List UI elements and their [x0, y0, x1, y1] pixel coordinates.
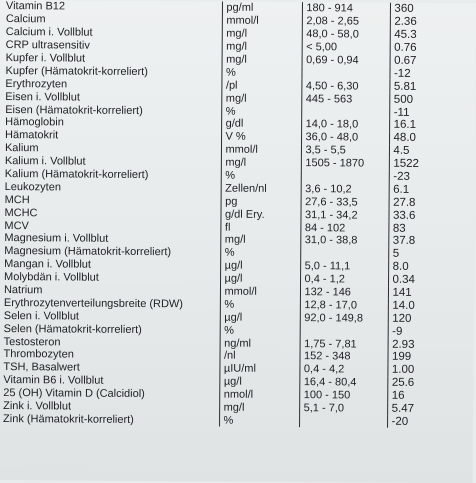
- test-unit: µg/l: [220, 311, 300, 324]
- test-unit: pg/ml: [222, 2, 302, 15]
- test-unit: mg/l: [222, 40, 302, 53]
- reference-range: 84 - 102: [300, 221, 388, 235]
- test-unit: %: [221, 169, 301, 182]
- test-name: Calcium: [0, 13, 222, 27]
- result-value: 500: [389, 93, 475, 106]
- result-value: 2.36: [390, 16, 476, 29]
- result-value: 0.76: [390, 41, 476, 54]
- test-unit: %: [220, 324, 300, 337]
- reference-range: 100 - 150: [299, 389, 387, 403]
- reference-range: 5,1 - 7,0: [299, 402, 387, 416]
- test-unit: mg/l: [219, 401, 299, 414]
- test-unit: mmol/l: [222, 14, 302, 27]
- test-unit: mg/l: [222, 53, 302, 66]
- test-unit: /nl: [219, 350, 299, 363]
- test-unit: µg/l: [220, 259, 300, 272]
- reference-range: 16,4 - 80,4: [299, 376, 387, 390]
- test-unit: /pl: [221, 79, 301, 92]
- test-name: Vitamin B12: [0, 0, 222, 14]
- result-value: 45.3: [390, 29, 476, 42]
- test-name: Selen (Hämatokrit-korreliert): [0, 322, 220, 336]
- test-unit: %: [221, 105, 301, 118]
- result-value: 37.8: [388, 235, 474, 248]
- table-row: [0, 412, 473, 428]
- test-name: Erythrozytenverteilungsbreite (RDW): [0, 296, 220, 310]
- test-unit: µIU/ml: [219, 362, 299, 375]
- result-value: 1.00: [387, 364, 473, 377]
- test-name: Molybdän i. Vollblut: [0, 271, 220, 285]
- test-name: Selen i. Vollblut: [0, 309, 220, 323]
- test-name: Zink (Hämatokrit-korreliert): [0, 412, 219, 426]
- result-value: 141: [388, 286, 474, 299]
- result-value: -9: [388, 325, 474, 338]
- reference-range: [301, 105, 389, 119]
- reference-range: 1505 - 1870: [301, 157, 389, 171]
- result-value: 25.6: [387, 377, 473, 390]
- reference-range: [300, 247, 388, 261]
- result-value: 5.81: [389, 80, 475, 93]
- reference-range: 31,1 - 34,2: [300, 208, 388, 222]
- test-name: Kupfer i. Vollblut: [0, 52, 222, 66]
- reference-range: 152 - 348: [299, 350, 387, 364]
- reference-range: 36,0 - 48,0: [301, 131, 389, 145]
- test-unit: nmol/l: [219, 388, 299, 401]
- test-unit: mmol/l: [221, 143, 301, 156]
- result-value: 48.0: [389, 132, 475, 145]
- result-value: 14.0: [388, 299, 474, 312]
- result-value: -20: [387, 415, 473, 428]
- result-value: 1522: [389, 157, 475, 170]
- test-unit: µg/l: [219, 375, 299, 388]
- test-unit: fl: [220, 221, 300, 234]
- result-value: 5.47: [387, 402, 473, 415]
- test-name: Magnesium i. Vollblut: [0, 232, 220, 246]
- reference-range: 27,6 - 33,5: [301, 195, 389, 209]
- reference-range: [299, 415, 387, 429]
- result-value: 199: [387, 351, 473, 364]
- test-unit: µg/l: [220, 272, 300, 285]
- result-value: -23: [389, 170, 475, 183]
- result-value: 0.67: [390, 54, 476, 67]
- result-value: 83: [388, 222, 474, 235]
- reference-range: 5,0 - 11,1: [300, 260, 388, 274]
- test-unit: ng/ml: [220, 337, 300, 350]
- result-value: 120: [388, 312, 474, 325]
- reference-range: 1,75 - 7,81: [300, 337, 388, 351]
- test-unit: mmol/l: [220, 285, 300, 298]
- test-name: Thrombozyten: [0, 348, 220, 362]
- reference-range: 48,0 - 58,0: [302, 28, 390, 42]
- test-unit: %: [220, 298, 300, 311]
- test-unit: mg/l: [220, 234, 300, 247]
- test-name: MCH: [0, 193, 221, 207]
- result-value: 2.93: [388, 338, 474, 351]
- test-name: Eisen (Hämatokrit-korreliert): [0, 103, 221, 117]
- reference-range: < 5,00: [302, 41, 390, 55]
- test-unit: mg/l: [221, 92, 301, 105]
- result-value: 4.5: [389, 145, 475, 158]
- reference-range: [301, 170, 389, 184]
- test-name: Eisen i. Vollblut: [0, 90, 221, 104]
- test-unit: %: [221, 66, 301, 79]
- result-value: 8.0: [388, 261, 474, 274]
- result-value: 16: [387, 389, 473, 402]
- reference-range: 0,4 - 4,2: [299, 363, 387, 377]
- reference-range: 2,08 - 2,65: [302, 15, 390, 29]
- result-value: 360: [390, 3, 476, 16]
- result-value: 16.1: [389, 119, 475, 132]
- result-value: 0.34: [388, 273, 474, 286]
- test-name: Magnesium (Hämatokrit-korreliert): [0, 245, 220, 259]
- reference-range: 180 - 914: [302, 2, 390, 16]
- reference-range: 132 - 146: [300, 286, 388, 300]
- test-unit: pg: [221, 195, 301, 208]
- test-name: Erythrozyten: [0, 77, 221, 91]
- test-unit: V %: [221, 130, 301, 143]
- test-name: Vitamin B6 i. Vollblut: [0, 374, 219, 388]
- test-name: Hämoglobin: [0, 116, 221, 130]
- reference-range: [300, 324, 388, 338]
- test-unit: Zellen/nl: [221, 182, 301, 195]
- result-value: 27.8: [389, 196, 475, 209]
- result-value: -12: [389, 67, 475, 80]
- test-unit: %: [219, 414, 299, 427]
- result-value: 5: [388, 248, 474, 261]
- test-name: Calcium i. Vollblut: [0, 26, 222, 40]
- test-name: Hämatokrit: [0, 129, 221, 143]
- test-name: Mangan i. Vollblut: [0, 258, 220, 272]
- reference-range: 3,5 - 5,5: [301, 144, 389, 158]
- test-name: TSH, Basalwert: [0, 361, 219, 375]
- test-name: Kalium: [0, 142, 221, 156]
- test-name: CRP ultrasensitiv: [0, 39, 222, 53]
- test-name: Zink i. Vollblut: [0, 400, 219, 414]
- reference-range: 445 - 563: [301, 92, 389, 106]
- test-name: Natrium: [0, 284, 220, 298]
- reference-range: 12,8 - 17,0: [300, 299, 388, 313]
- reference-range: 92,0 - 149,8: [300, 311, 388, 325]
- test-unit: %: [220, 246, 300, 259]
- test-name: 25 (OH) Vitamin D (Calcidiol): [0, 387, 219, 401]
- test-unit: g/dl: [221, 118, 301, 131]
- test-name: MCHC: [0, 206, 221, 220]
- test-name: Kupfer (Hämatokrit-korreliert): [0, 64, 222, 78]
- reference-range: 3,6 - 10,2: [301, 183, 389, 197]
- reference-range: 31,0 - 38,8: [300, 234, 388, 248]
- result-value: 33.6: [388, 209, 474, 222]
- result-value: -11: [389, 106, 475, 119]
- reference-range: 0,4 - 1,2: [300, 273, 388, 287]
- test-unit: g/dl Ery.: [220, 208, 300, 221]
- test-unit: mg/l: [221, 156, 301, 169]
- test-name: MCV: [0, 219, 220, 233]
- result-value: 6.1: [389, 183, 475, 196]
- test-name: Kalium i. Vollblut: [0, 155, 221, 169]
- reference-range: 4,50 - 6,30: [301, 79, 389, 93]
- test-name: Leukozyten: [0, 180, 221, 194]
- reference-range: 0,69 - 0,94: [302, 54, 390, 68]
- reference-range: 14,0 - 18,0: [301, 118, 389, 132]
- test-name: Testosteron: [0, 335, 220, 349]
- test-unit: mg/l: [222, 27, 302, 40]
- test-name: Kalium (Hämatokrit-korreliert): [0, 168, 221, 182]
- reference-range: [301, 67, 389, 81]
